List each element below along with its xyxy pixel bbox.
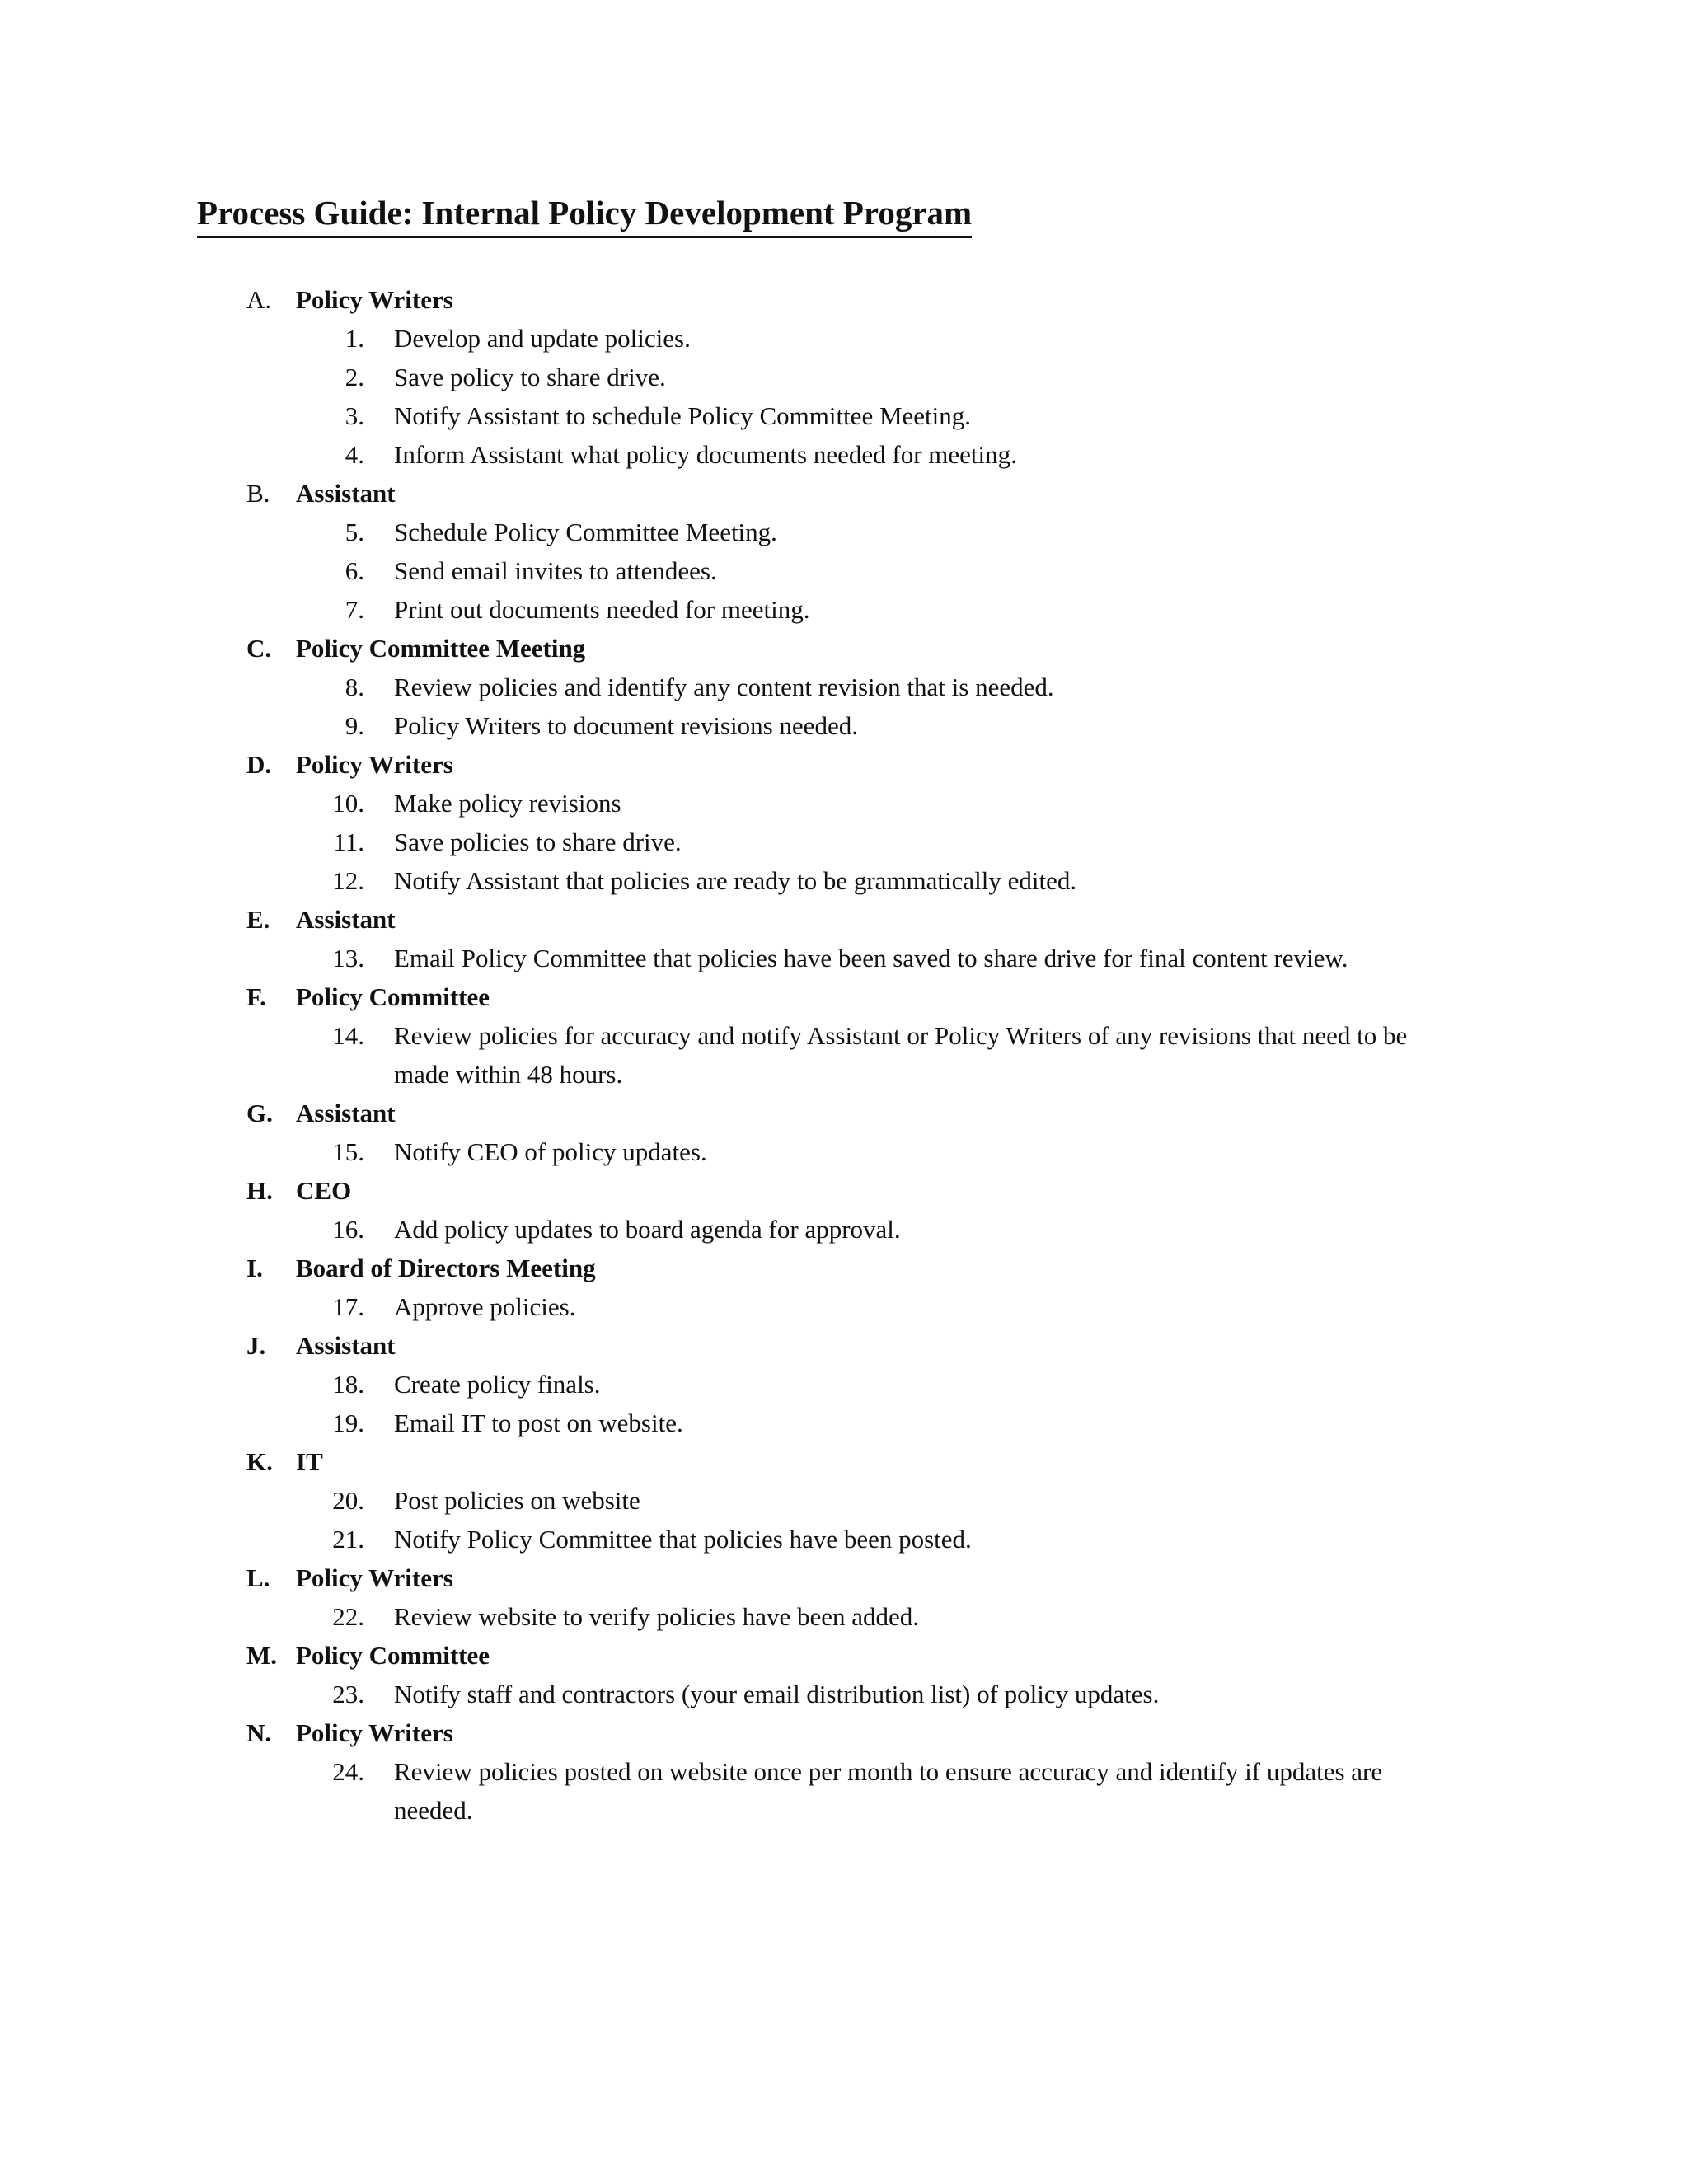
- step-number: 2.: [345, 363, 364, 391]
- section-label: CEO: [296, 1176, 352, 1205]
- section-letter: I.: [246, 1254, 263, 1282]
- section-letter: D.: [246, 750, 272, 779]
- step-number: 1.: [345, 324, 364, 353]
- section-label: IT: [296, 1447, 323, 1476]
- step-number: 13.: [332, 944, 364, 972]
- process-section: [0, 1094, 1688, 1171]
- section-heading: [0, 629, 1688, 668]
- step-item: [0, 513, 1688, 551]
- process-section: [0, 1636, 1688, 1713]
- process-section: [0, 474, 1688, 629]
- step-text: Create policy finals.: [394, 1370, 601, 1399]
- step-item: [0, 1520, 1688, 1558]
- step-number: 22.: [332, 1602, 364, 1631]
- step-text: Print out documents needed for meeting.: [394, 595, 810, 624]
- step-item: [0, 861, 1688, 900]
- section-heading: [0, 1094, 1688, 1132]
- step-number: 15.: [332, 1137, 364, 1166]
- process-section: [0, 629, 1688, 745]
- step-item: [0, 784, 1688, 823]
- step-number: 8.: [345, 673, 364, 701]
- step-item: [0, 319, 1688, 358]
- step-item: [0, 823, 1688, 861]
- step-item: [0, 1404, 1688, 1442]
- step-number: 20.: [332, 1486, 364, 1515]
- section-heading: [0, 1171, 1688, 1210]
- section-label: Policy Writers: [296, 1718, 453, 1747]
- step-text: Schedule Policy Committee Meeting.: [394, 518, 777, 546]
- step-text: Notify Policy Committee that policies have been posted.: [394, 1525, 972, 1554]
- step-text: Send email invites to attendees.: [394, 556, 717, 585]
- section-label: Assistant: [296, 479, 396, 508]
- step-number: 23.: [332, 1680, 364, 1708]
- step-item: [0, 1365, 1688, 1404]
- step-text: Approve policies.: [394, 1292, 576, 1321]
- section-letter: B.: [246, 479, 270, 508]
- step-text: Post policies on website: [394, 1486, 640, 1515]
- section-label: Assistant: [296, 1099, 396, 1127]
- step-item: [0, 1016, 1688, 1094]
- step-number: 5.: [345, 518, 364, 546]
- section-heading: [0, 474, 1688, 513]
- step-item: [0, 1597, 1688, 1636]
- section-heading: [0, 745, 1688, 784]
- step-text: Review policies and identify any content revision that is needed.: [394, 673, 1054, 701]
- step-number: 21.: [332, 1525, 364, 1554]
- section-label: Policy Committee: [296, 982, 490, 1011]
- process-section: [0, 1249, 1688, 1326]
- section-label: Policy Committee Meeting: [296, 634, 586, 663]
- step-text: Develop and update policies.: [394, 324, 691, 353]
- section-heading: [0, 1636, 1688, 1675]
- section-heading: [0, 1558, 1688, 1597]
- process-section: [0, 745, 1688, 900]
- process-section: [0, 1713, 1688, 1830]
- step-text: Inform Assistant what policy documents needed for meeting.: [394, 440, 1017, 469]
- section-label: Policy Writers: [296, 1563, 453, 1592]
- section-letter: L.: [246, 1563, 270, 1592]
- step-text: Notify Assistant to schedule Policy Committee Meeting.: [394, 401, 972, 430]
- section-letter: G.: [246, 1099, 273, 1127]
- step-item: [0, 1752, 1688, 1830]
- page-title: Process Guide: Internal Policy Development Program: [197, 193, 972, 238]
- step-number: 19.: [332, 1408, 364, 1437]
- step-text: Make policy revisions: [394, 789, 621, 818]
- section-letter: A.: [246, 285, 272, 314]
- step-item: [0, 358, 1688, 396]
- step-number: 10.: [332, 789, 364, 818]
- process-section: [0, 1171, 1688, 1249]
- process-list: [0, 280, 1688, 1830]
- process-section: [0, 1558, 1688, 1636]
- step-number: 9.: [345, 711, 364, 740]
- step-item: [0, 1675, 1688, 1713]
- step-number: 12.: [332, 866, 364, 895]
- section-label: Policy Committee: [296, 1641, 490, 1670]
- section-letter: M.: [246, 1641, 278, 1670]
- section-heading: [0, 1249, 1688, 1287]
- step-text: Policy Writers to document revisions needed.: [394, 711, 858, 740]
- step-item: [0, 1210, 1688, 1249]
- section-label: Policy Writers: [296, 750, 453, 779]
- section-heading: [0, 900, 1688, 939]
- step-text: Save policy to share drive.: [394, 363, 666, 391]
- section-letter: K.: [246, 1447, 273, 1476]
- step-number: 3.: [345, 401, 364, 430]
- section-letter: F.: [246, 982, 266, 1011]
- step-text: Notify staff and contractors (your email distribution list) of policy updates.: [394, 1680, 1160, 1708]
- process-section: [0, 280, 1688, 474]
- step-item: [0, 706, 1688, 745]
- step-number: 18.: [332, 1370, 364, 1399]
- section-heading: [0, 1713, 1688, 1752]
- step-number: 6.: [345, 556, 364, 585]
- step-item: [0, 1287, 1688, 1326]
- step-item: [0, 435, 1688, 474]
- step-text: Review website to verify policies have been added.: [394, 1602, 919, 1631]
- section-letter: H.: [246, 1176, 273, 1205]
- section-heading: [0, 1442, 1688, 1481]
- step-item: [0, 668, 1688, 706]
- step-text: Email IT to post on website.: [394, 1408, 683, 1437]
- process-section: [0, 1442, 1688, 1558]
- process-section: [0, 1326, 1688, 1442]
- section-label: Policy Writers: [296, 285, 453, 314]
- step-item: [0, 1132, 1688, 1171]
- step-number: 11.: [333, 827, 364, 856]
- process-section: [0, 977, 1688, 1094]
- step-item: [0, 939, 1688, 977]
- step-item: [0, 396, 1688, 435]
- step-text: Add policy updates to board agenda for approval.: [394, 1215, 901, 1244]
- step-number: 7.: [345, 595, 364, 624]
- section-label: Assistant: [296, 905, 396, 934]
- step-number: 16.: [332, 1215, 364, 1244]
- section-letter: N.: [246, 1718, 272, 1747]
- step-number: 17.: [332, 1292, 364, 1321]
- step-item: [0, 551, 1688, 590]
- process-section: [0, 900, 1688, 977]
- step-text: Review policies for accuracy and notify Assistant or Policy Writers of any revisions that need to be made within 48 hours.: [394, 1021, 1408, 1089]
- step-number: 4.: [345, 440, 364, 469]
- section-letter: C.: [246, 634, 272, 663]
- step-text: Notify CEO of policy updates.: [394, 1137, 707, 1166]
- step-text: Email Policy Committee that policies have been saved to share drive for final content review.: [394, 944, 1348, 972]
- section-label: Board of Directors Meeting: [296, 1254, 596, 1282]
- section-letter: J.: [246, 1331, 266, 1360]
- step-text: Notify Assistant that policies are ready to be grammatically edited.: [394, 866, 1077, 895]
- section-label: Assistant: [296, 1331, 396, 1360]
- step-number: 24.: [332, 1757, 364, 1786]
- step-text: Save policies to share drive.: [394, 827, 682, 856]
- step-number: 14.: [332, 1021, 364, 1050]
- step-text: Review policies posted on website once per month to ensure accuracy and identify if updates are needed.: [394, 1757, 1383, 1825]
- section-letter: E.: [246, 905, 270, 934]
- section-heading: [0, 977, 1688, 1016]
- step-item: [0, 1481, 1688, 1520]
- step-item: [0, 590, 1688, 629]
- section-heading: [0, 280, 1688, 319]
- section-heading: [0, 1326, 1688, 1365]
